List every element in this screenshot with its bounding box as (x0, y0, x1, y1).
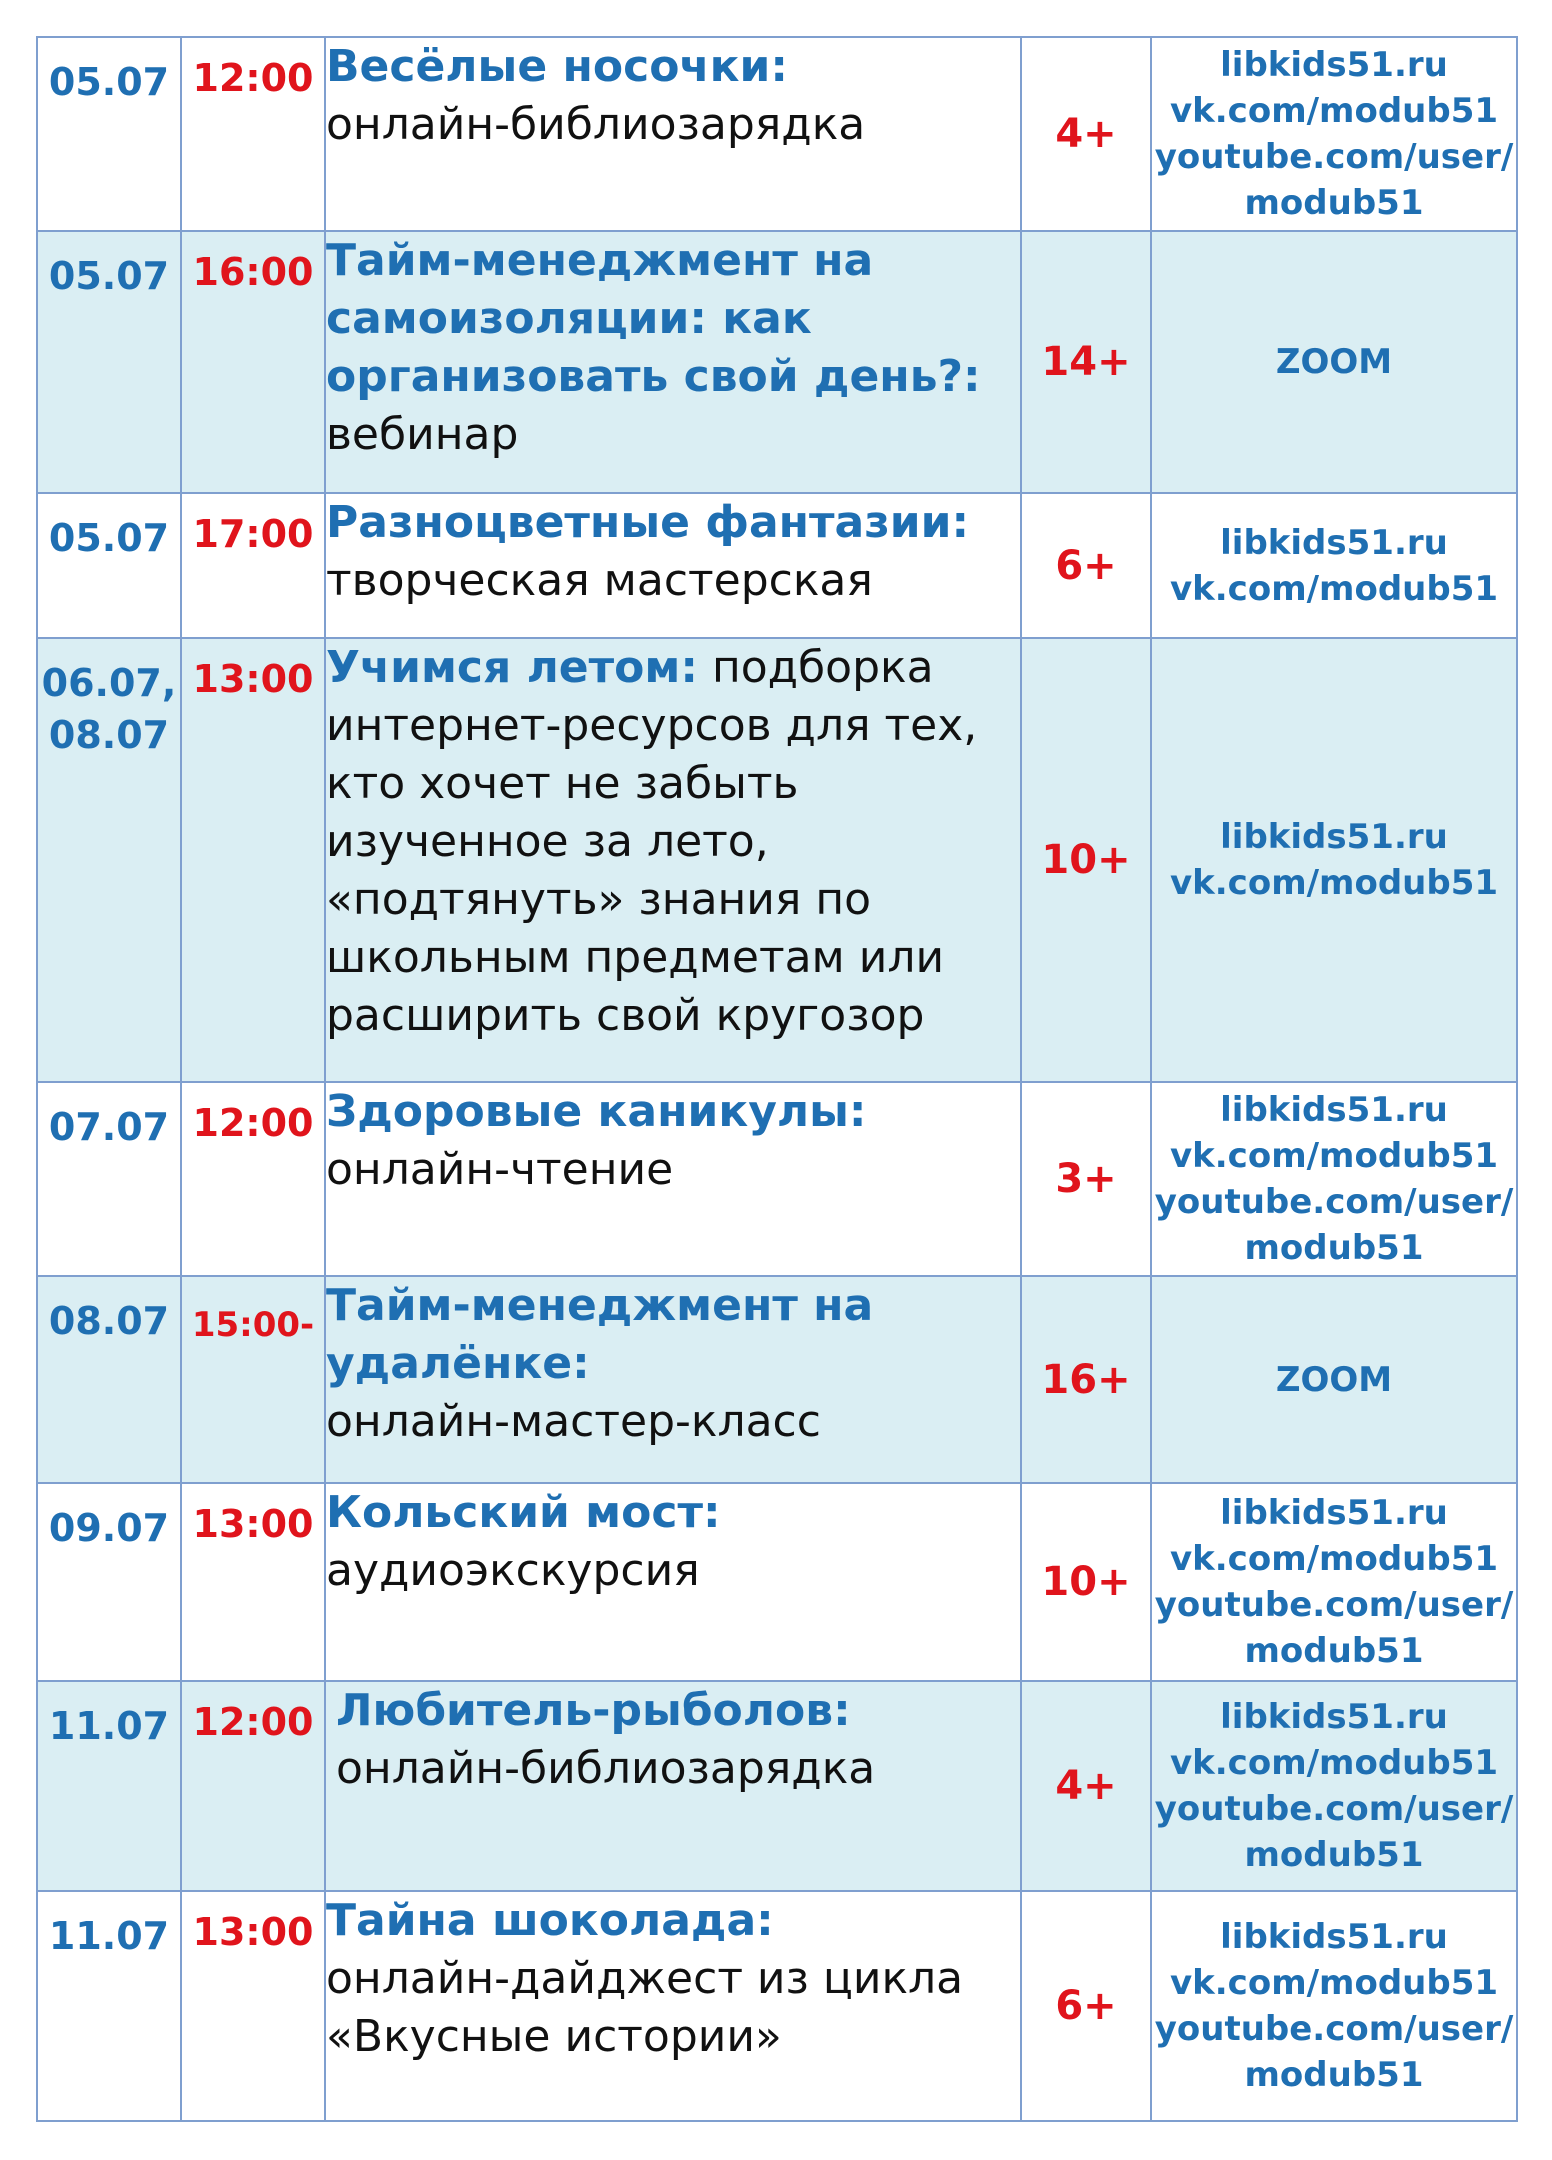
platform-link[interactable]: libkids51.ru (1220, 1090, 1448, 1130)
event-cell (325, 231, 1021, 493)
table-row (37, 231, 1517, 493)
event-description: онлайн-дайджест из цикла «Вкусные истории» (326, 1953, 964, 2062)
platform-link[interactable]: vk.com/modub51 (1169, 1136, 1499, 1176)
platform-link[interactable]: vk.com/modub51 (1169, 863, 1499, 903)
platform-link[interactable]: youtube.com/user/ (1154, 137, 1514, 177)
platform-link[interactable]: libkids51.ru (1220, 45, 1448, 85)
platform-link[interactable]: vk.com/modub51 (1169, 1743, 1499, 1783)
time-cell: 13:00 (181, 638, 325, 1082)
age-rating: 4+ (1021, 37, 1151, 231)
platform-link[interactable]: youtube.com/user/ (1154, 1789, 1514, 1829)
age-rating: 16+ (1021, 1276, 1151, 1483)
platform-link[interactable]: vk.com/modub51 (1169, 91, 1499, 131)
table-row (37, 1891, 1517, 2121)
platform-cell (1151, 37, 1517, 231)
event-description: онлайн-мастер-класс (326, 1396, 821, 1447)
platform-cell (1151, 1891, 1517, 2121)
age-rating: 3+ (1021, 1082, 1151, 1276)
date-cell: 11.07 (37, 1891, 181, 2121)
age-rating: 6+ (1021, 493, 1151, 638)
event-cell (325, 1891, 1021, 2121)
date-cell: 08.07 (37, 1276, 181, 1483)
event-description: аудиоэкскурсия (326, 1545, 700, 1596)
platform-link[interactable]: libkids51.ru (1220, 1493, 1448, 1533)
age-rating: 10+ (1021, 1483, 1151, 1681)
platform-link[interactable]: youtube.com/user/ (1154, 1585, 1514, 1625)
event-title: Любитель-рыболов: (336, 1685, 851, 1736)
platform-cell (1151, 1681, 1517, 1891)
platform-link[interactable]: libkids51.ru (1220, 1697, 1448, 1737)
age-rating: 14+ (1021, 231, 1151, 493)
event-description: вебинар (326, 409, 519, 460)
time-cell: 17:00 (181, 493, 325, 638)
time-cell: 12:00 (181, 1082, 325, 1276)
time-cell: 13:00 (181, 1483, 325, 1681)
event-cell (325, 1681, 1021, 1891)
platform-link[interactable]: libkids51.ru (1220, 817, 1448, 857)
date-cell: 06.07, 08.07 (37, 638, 181, 1082)
time-cell: 12:00 (181, 1681, 325, 1891)
table-row (37, 493, 1517, 638)
platform-link[interactable]: vk.com/modub51 (1169, 1963, 1499, 2003)
date-cell: 09.07 (37, 1483, 181, 1681)
event-description: подборка интернет-ресурсов для тех, кто хочет не забыть изученное за лето, «подтянуть» знания по школьным предметам или расширить свой кругозор (326, 642, 978, 1041)
platform-link[interactable]: youtube.com/user/ (1154, 1182, 1514, 1222)
event-title: Здоровые каникулы: (326, 1086, 867, 1137)
event-title: Тайна шоколада: (326, 1895, 774, 1946)
platform-link[interactable]: libkids51.ru (1220, 1917, 1448, 1957)
platform-link[interactable]: libkids51.ru (1220, 522, 1448, 563)
table-row (37, 1276, 1517, 1483)
event-title: Весёлые носочки: (326, 41, 788, 92)
platform-link[interactable]: youtube.com/user/ (1154, 2009, 1514, 2049)
time-cell: 15:00- (181, 1276, 325, 1483)
event-title: Тайм-менеджмент на удалёнке: (326, 1280, 874, 1389)
table-row (37, 1082, 1517, 1276)
platform-cell (1151, 638, 1517, 1082)
platform-link[interactable]: modub51 (1244, 183, 1424, 223)
date-cell: 11.07 (37, 1681, 181, 1891)
time-cell: 16:00 (181, 231, 325, 493)
table-row (37, 1483, 1517, 1681)
age-rating: 10+ (1021, 638, 1151, 1082)
event-cell (325, 1276, 1021, 1483)
time-cell: 12:00 (181, 37, 325, 231)
date-cell: 05.07 (37, 493, 181, 638)
table-row (37, 37, 1517, 231)
platform-link[interactable]: ZOOM (1275, 1359, 1393, 1400)
event-cell (325, 638, 1021, 1082)
table-row (37, 638, 1517, 1082)
date-cell: 07.07 (37, 1082, 181, 1276)
event-title: Тайм-менеджмент на самоизоляции: как организовать свой день?: (326, 235, 981, 402)
platform-link[interactable]: vk.com/modub51 (1169, 1539, 1499, 1579)
platform-cell (1151, 1082, 1517, 1276)
schedule-table (36, 36, 1518, 2122)
event-title: Кольский мост: (326, 1487, 721, 1538)
platform-link[interactable]: modub51 (1244, 1631, 1424, 1671)
date-cell: 05.07 (37, 37, 181, 231)
event-title: Учимся летом: (326, 642, 698, 693)
platform-cell (1151, 231, 1517, 493)
platform-link[interactable]: vk.com/modub51 (1169, 568, 1499, 609)
platform-cell (1151, 493, 1517, 638)
table-row (37, 1681, 1517, 1891)
date-cell: 05.07 (37, 231, 181, 493)
age-rating: 4+ (1021, 1681, 1151, 1891)
platform-cell (1151, 1276, 1517, 1483)
time-cell: 13:00 (181, 1891, 325, 2121)
event-description: онлайн-чтение (326, 1144, 674, 1195)
platform-link[interactable]: ZOOM (1275, 342, 1393, 382)
event-description: онлайн-библиозарядка (336, 1743, 876, 1794)
event-cell (325, 1082, 1021, 1276)
event-cell (325, 493, 1021, 638)
event-cell (325, 1483, 1021, 1681)
platform-link[interactable]: modub51 (1244, 1835, 1424, 1875)
event-cell (325, 37, 1021, 231)
platform-link[interactable]: modub51 (1244, 2055, 1424, 2095)
event-description: творческая мастерская (326, 555, 873, 606)
age-rating: 6+ (1021, 1891, 1151, 2121)
platform-link[interactable]: modub51 (1244, 1228, 1424, 1268)
event-title: Разноцветные фантазии: (326, 497, 970, 548)
platform-cell (1151, 1483, 1517, 1681)
event-description: онлайн-библиозарядка (326, 99, 866, 150)
